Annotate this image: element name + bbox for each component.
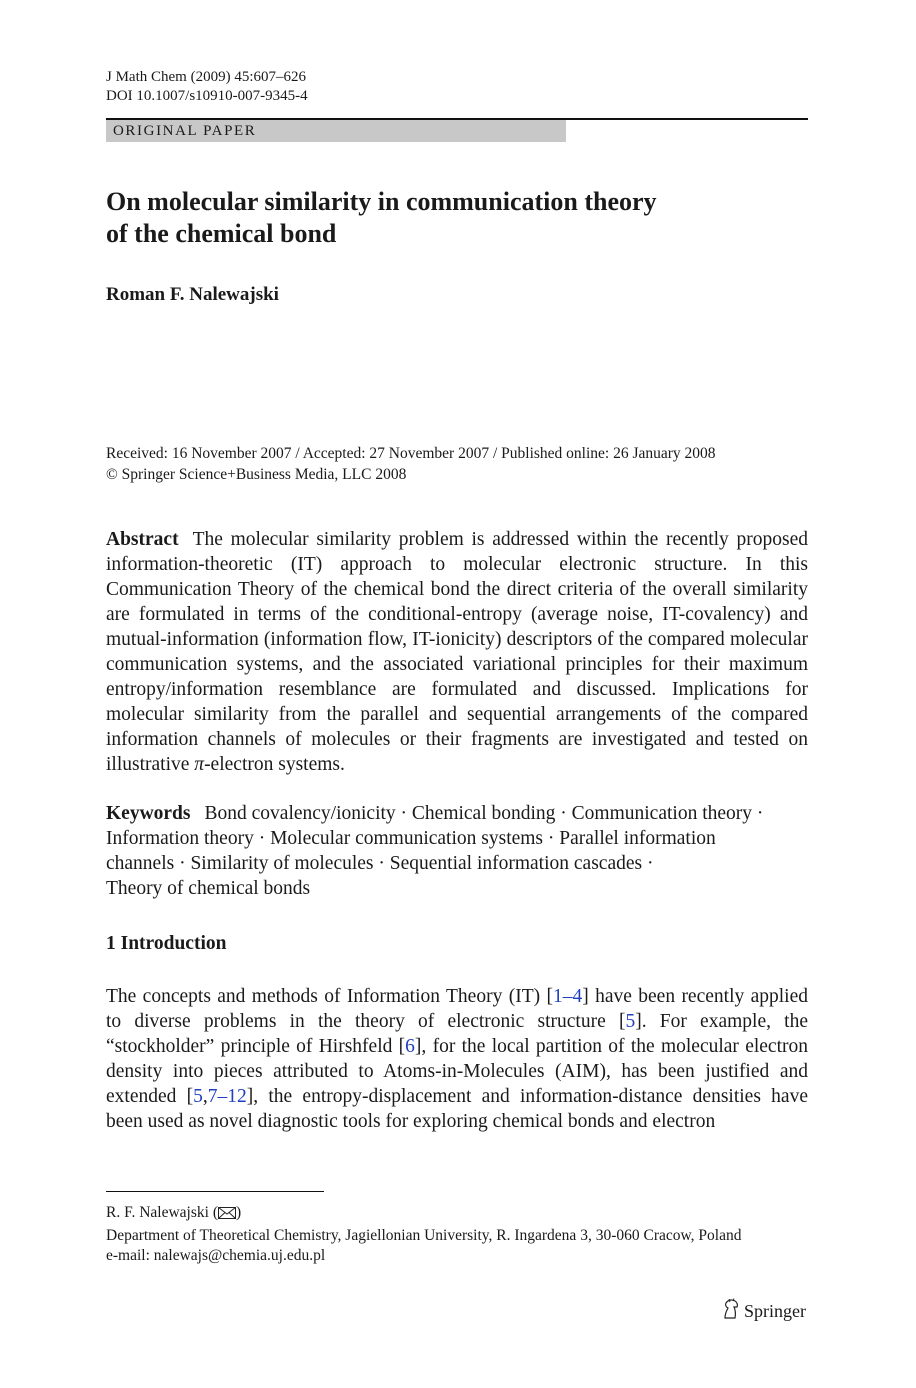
- keywords-line-4: Theory of chemical bonds: [106, 878, 311, 899]
- footnote-name: R. F. Nalewajski (: [106, 1204, 218, 1221]
- title-line-1: On molecular similarity in communication theory: [106, 187, 657, 216]
- keywords-line-3: channels · Similarity of molecules · Sequential information cascades ·: [106, 853, 654, 874]
- publication-dates: [106, 443, 716, 485]
- corresponding-author: [106, 1203, 741, 1226]
- publisher-name: Springer: [744, 1301, 806, 1321]
- intro-text: ,: [202, 1086, 208, 1107]
- paper-title: [106, 186, 746, 250]
- pi-symbol: π: [194, 754, 205, 775]
- intro-text: ] have been recently applied to diverse problems in the theory of electronic structure [: [106, 986, 809, 1032]
- journal-line: J Math Chem (2009) 45:607–626: [106, 69, 306, 85]
- doi-line: DOI 10.1007/s10910-007-9345-4: [106, 88, 308, 104]
- title-line-2: of the chemical bond: [106, 219, 337, 248]
- citation-link[interactable]: 1–4: [552, 986, 583, 1007]
- keywords: [106, 801, 808, 901]
- abstract-text-end: -electron systems.: [204, 754, 345, 775]
- citation-link[interactable]: 6: [405, 1036, 415, 1057]
- author-name: Roman F. Nalewajski: [106, 284, 279, 305]
- intro-text: ]. For example, the “stockholder” principle of Hirshfeld [: [106, 1011, 808, 1057]
- author-footnote: [106, 1203, 741, 1267]
- keywords-label: Keywords: [106, 803, 191, 824]
- springer-horse-icon: [722, 1298, 740, 1325]
- intro-text: ], for the local partition of the molecular electron density into pieces attributed to Atoms-in-Molecules (AIM), has been justified and extended [: [106, 1036, 809, 1107]
- abstract-label: Abstract: [106, 529, 179, 550]
- envelope-icon: [218, 1205, 236, 1226]
- date-history: Received: 16 November 2007 / Accepted: 27 November 2007 / Published online: 26 January 2008: [106, 445, 716, 462]
- email-line: e-mail: nalewajs@chemia.uj.edu.pl: [106, 1247, 326, 1264]
- citation-link[interactable]: 5: [193, 1086, 203, 1107]
- journal-citation: [106, 68, 308, 106]
- keywords-line-1: Bond covalency/ionicity · Chemical bonding · Communication theory ·: [204, 803, 764, 824]
- article-type: ORIGINAL PAPER: [113, 123, 257, 139]
- copyright-line: © Springer Science+Business Media, LLC 2008: [106, 466, 407, 483]
- introduction-paragraph: [106, 984, 808, 1134]
- abstract-text: The molecular similarity problem is addressed within the recently proposed information-theoretic (IT) approach to molecular electronic structure. In this Communication Theory of the chemical bond the direct criteria of the overall similarity are formulated in terms of the conditional-entropy (average noise, IT-covalency) and mutual-information (information flow, IT-ionicity) descriptors of the compared molecular communication systems, and the associated variational principles for their maximum entropy/information resemblance are formulated and discussed. Implications for molecular similarity from the parallel and sequential arrangements of the compared information channels of molecules or their fragments are investigated and tested on illustrative: [106, 529, 808, 775]
- affiliation: Department of Theoretical Chemistry, Jagiellonian University, R. Ingardena 3, 30-060 Cracow, Poland: [106, 1226, 742, 1244]
- intro-text: ], the entropy-displacement and information-distance densities have been used as novel diagnostic tools for exploring chemical bonds and electron: [106, 1086, 808, 1132]
- abstract: [106, 527, 808, 777]
- keywords-line-2: Information theory · Molecular communication systems · Parallel information: [106, 828, 716, 849]
- intro-text: The concepts and methods of Information Theory (IT) [: [106, 986, 553, 1007]
- footnote-name-end: ): [235, 1204, 242, 1221]
- publisher-logo: [722, 1298, 806, 1325]
- section-heading: 1 Introduction: [106, 933, 227, 954]
- citation-link[interactable]: 7–12: [207, 1086, 247, 1107]
- citation-link[interactable]: 5: [625, 1011, 636, 1032]
- footnote-rule: [106, 1191, 324, 1192]
